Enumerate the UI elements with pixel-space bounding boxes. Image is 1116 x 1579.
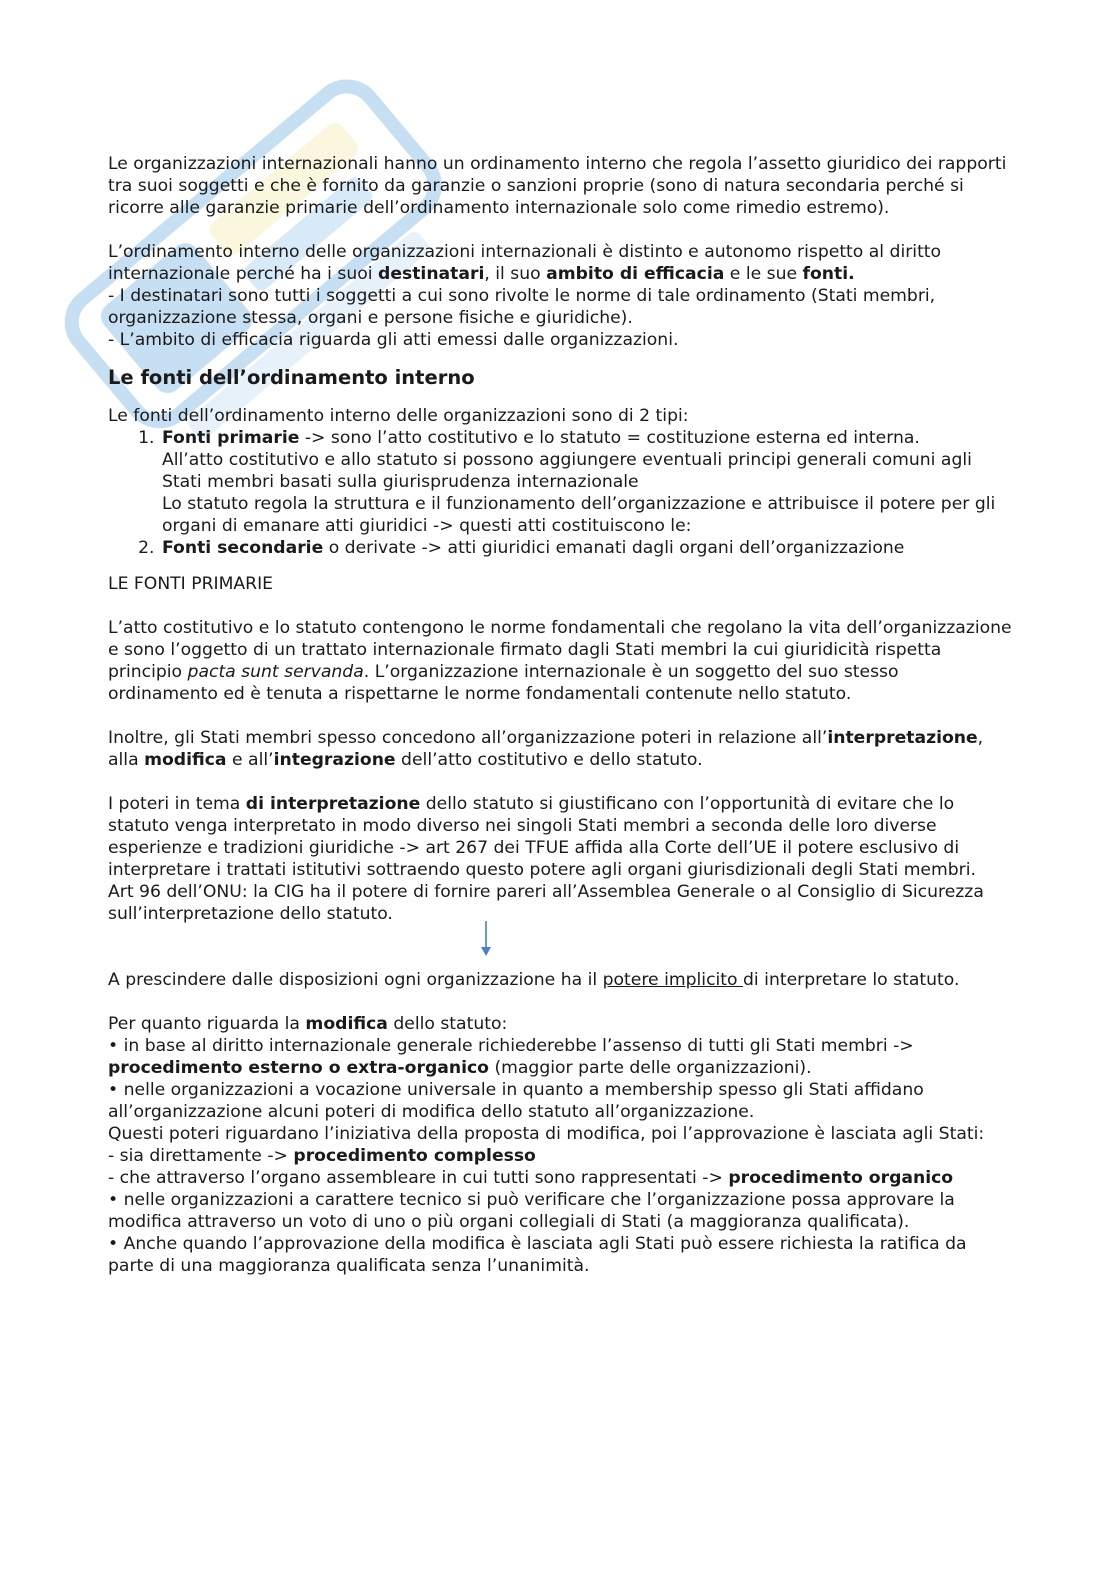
item-organo-assembleare: - che attraverso l’organo assembleare in cui tutti sono rappresentati -> procedimento organico	[108, 1168, 954, 1188]
list-item: 2. Fonti secondarie o derivate -> atti giuridici emanati dagli organi dell’organizzazione	[160, 537, 1013, 559]
paragraph-fonti-tipi: Le fonti dell’ordinamento interno delle organizzazioni sono di 2 tipi:	[108, 406, 689, 426]
paragraph-destinatari: - I destinatari sono tutti i soggetti a cui sono rivolte le norme di tale ordinamento (Stati membri, organizzazione stessa, organi e persone fisiche e giuridiche).	[108, 286, 936, 328]
paragraph-iniziativa: Questi poteri riguardano l’iniziativa della proposta di modifica, poi l’approvazione è lasciata agli Stati:	[108, 1124, 985, 1144]
paragraph-art96: Art 96 dell’ONU: la CIG ha il potere di fornire pareri all’Assemblea Generale o al Consiglio di Sicurezza sull’interpretazione dello statuto.	[108, 882, 984, 924]
paragraph-intro: Le organizzazioni internazionali hanno un ordinamento interno che regola l’assetto giuridico dei rapporti tra suoi soggetti e che è fornito da garanzie o sanzioni proprie (sono di natura secondaria perché si ricorre alle garanzie primarie dell’ordinamento internazionale solo come rimedio estremo).	[108, 154, 1007, 218]
bullet-diritto-generale: • in base al diritto internazionale generale richiederebbe l’assenso di tutti gli Stati membri -> procedimento esterno o extra-organico (maggior parte delle organizzazioni).	[108, 1036, 914, 1078]
paragraph-autonomy: L’ordinamento interno delle organizzazioni internazionali è distinto e autonomo rispetto al diritto internazionale perché ha i suoi destinatari, il suo ambito di efficacia e le sue fonti.	[108, 242, 942, 284]
item-direttamente: - sia direttamente -> procedimento complesso	[108, 1146, 536, 1166]
paragraph-potere-implicito: A prescindere dalle disposizioni ogni organizzazione ha il potere implicito di interpretare lo statuto.	[108, 970, 960, 990]
bullet-vocazione-universale: • nelle organizzazioni a vocazione universale in quanto a membership spesso gli Stati affidano all’organizzazione alcuni poteri di modifica dello statuto all’organizzazione.	[108, 1080, 924, 1122]
paragraph-modifica: Per quanto riguarda la modifica dello statuto:	[108, 1014, 508, 1034]
document-body	[108, 153, 1013, 1277]
paragraph-poteri: Inoltre, gli Stati membri spesso concedono all’organizzazione poteri in relazione all’interpretazione, alla modifica e all’integrazione dell’atto costitutivo e dello statuto.	[108, 728, 984, 770]
arrow-down-icon	[108, 925, 1013, 969]
fonti-list	[108, 427, 1013, 559]
paragraph-atto-costitutivo: L’atto costitutivo e lo statuto contengono le norme fondamentali che regolano la vita dell’organizzazione e sono l’oggetto di un trattato internazionale firmato dagli Stati membri la cui giuridicità rispetta principio pacta sunt servanda. L’organizzazione internazionale è un soggetto del suo stesso ordinamento ed è tenuta a rispettarne le norme fondamentali contenute nello statuto.	[108, 618, 1012, 704]
paragraph-efficacia: - L’ambito di efficacia riguarda gli atti emessi dalle organizzazioni.	[108, 330, 679, 350]
subheading-fonti-primarie: LE FONTI PRIMARIE	[108, 574, 274, 594]
section-heading: Le fonti dell’ordinamento interno	[108, 366, 475, 389]
list-item: 1. Fonti primarie -> sono l’atto costitutivo e lo statuto = costituzione esterna ed interna. All’atto costitutivo e allo statuto si possono aggiungere eventuali principi generali comuni agli Stati membri basati sulla giurisprudenza internazionale Lo statuto regola la struttura e il funzionamento dell’organizzazione e attribuisce il potere per gli organi di emanare atti giuridici -> questi atti costituiscono le:	[160, 427, 1013, 537]
paragraph-interpretazione: I poteri in tema di interpretazione dello statuto si giustificano con l’opportunità di evitare che lo statuto venga interpretato in modo diverso nei singoli Stati membri a seconda delle loro diverse esperienze e tradizioni giuridiche -> art 267 dei TFUE affida alla Corte dell’UE il potere esclusivo di interpretare i trattati istitutivi sottraendo questo potere agli organi giurisdizionali degli Stati membri.	[108, 794, 976, 880]
bullet-carattere-tecnico: • nelle organizzazioni a carattere tecnico si può verificare che l’organizzazione possa approvare la modifica attraverso un voto di uno o più organi collegiali di Stati (a maggioranza qualificata).	[108, 1190, 955, 1232]
bullet-ratifica: • Anche quando l’approvazione della modifica è lasciata agli Stati può essere richiesta la ratifica da parte di una maggioranza qualificata senza l’unanimità.	[108, 1234, 967, 1276]
